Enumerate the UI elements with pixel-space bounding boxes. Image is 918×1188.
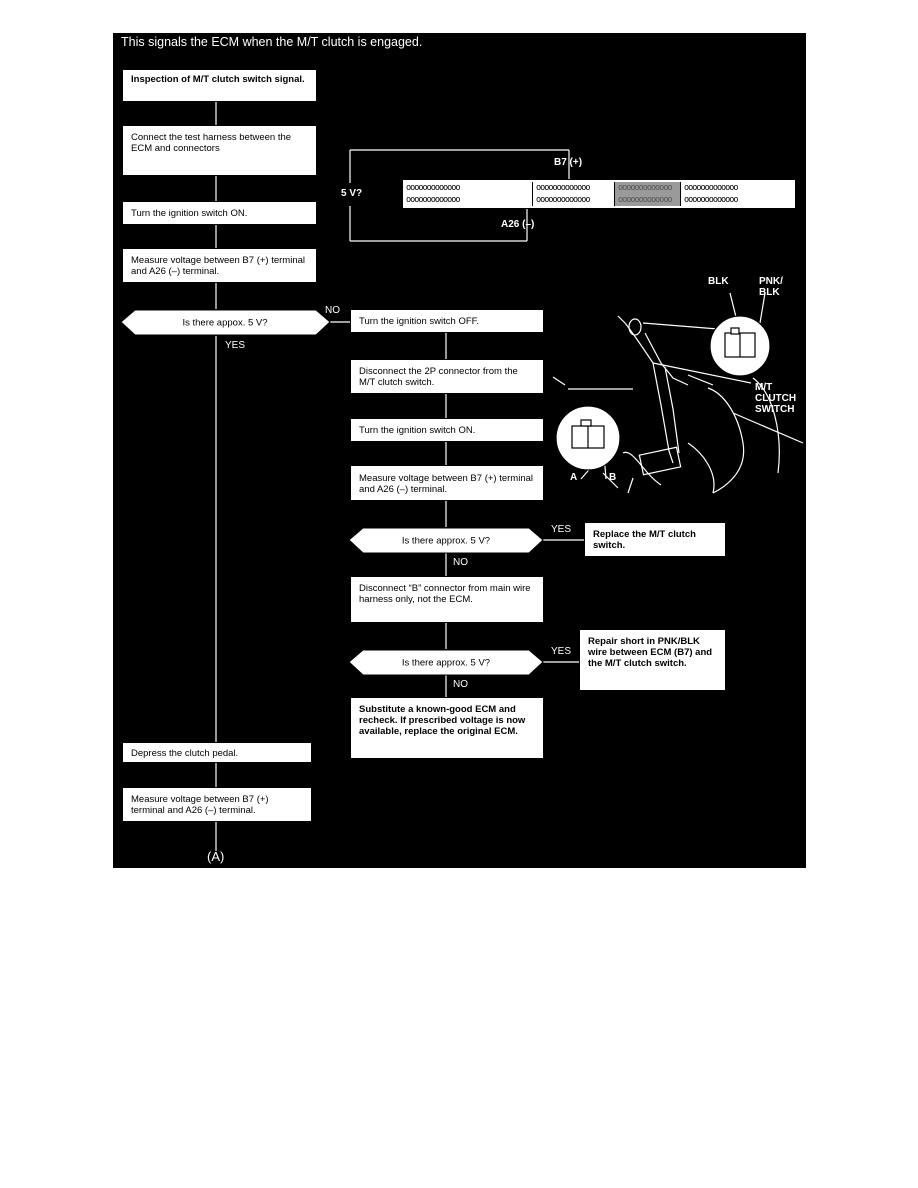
continue-label: (A) (207, 849, 225, 864)
answer-no-3: NO (453, 679, 468, 690)
connector-block-2: ooooooooooooo ooooooooooooo (533, 182, 615, 206)
step-ignition-on-1: Turn the ignition switch ON. (122, 201, 317, 225)
step-ignition-on-2: Turn the ignition switch ON. (350, 418, 544, 442)
connector-block-4: ooooooooooooo ooooooooooooo (684, 183, 738, 205)
b7-terminal-label: B7 (+) (554, 157, 583, 168)
answer-yes-1: YES (225, 340, 246, 351)
answer-no-1: NO (325, 305, 340, 316)
step-disconnect-2p: Disconnect the 2P connector from the M/T clutch switch. (350, 359, 544, 394)
step-repair-short: Repair short in PNK/BLK wire between ECM (B7) and the M/T clutch switch. (579, 629, 726, 691)
connector-block-3: ooooooooooooo ooooooooooooo (615, 182, 681, 206)
step-replace-switch: Replace the M/T clutch switch. (584, 522, 726, 557)
step-substitute-ecm: Substitute a known-good ECM and recheck. If prescribed voltage is now available, replace the original ECM. (350, 697, 544, 759)
step-depress-pedal: Depress the clutch pedal. (122, 742, 312, 763)
answer-yes-3: YES (551, 646, 572, 657)
question-voltage-2: Is there approx. 5 V? (401, 535, 491, 547)
ecm-connector (402, 179, 796, 209)
wire-blk-label: BLK (708, 276, 729, 287)
terminal-b-label: B (609, 472, 617, 483)
step-measure-voltage-2: Measure voltage between B7 (+) terminal and A26 (–) terminal. (350, 465, 544, 501)
connector-block-1: ooooooooooooo ooooooooooooo (403, 182, 533, 206)
step-disconnect-b: Disconnect “B” connector from main wire harness only, not the ECM. (350, 576, 544, 623)
answer-no-2: NO (453, 557, 468, 568)
question-voltage-3: Is there approx. 5 V? (401, 657, 491, 669)
terminal-a-label: A (570, 472, 578, 483)
a26-terminal-label: A26 (–) (501, 219, 535, 230)
diagnostic-flowchart (113, 33, 806, 868)
step-inspection: Inspection of M/T clutch switch signal. (122, 69, 317, 102)
page-title: This signals the ECM when the M/T clutch is engaged. (121, 35, 423, 49)
clutch-switch-label: M/T CLUTCH SWITCH (755, 382, 797, 415)
step-ignition-off: Turn the ignition switch OFF. (350, 309, 544, 333)
wire-pnk-blk-label: PNK/ BLK (759, 276, 783, 298)
step-measure-voltage-1: Measure voltage between B7 (+) terminal and A26 (–) terminal. (122, 248, 317, 283)
voltage-label: 5 V? (341, 188, 363, 199)
step-measure-voltage-3: Measure voltage between B7 (+) terminal and A26 (–) terminal. (122, 787, 312, 822)
question-voltage-1: Is there appox. 5 V? (182, 317, 268, 329)
answer-yes-2: YES (551, 524, 572, 535)
step-connect-harness: Connect the test harness between the ECM and connectors (122, 125, 317, 176)
